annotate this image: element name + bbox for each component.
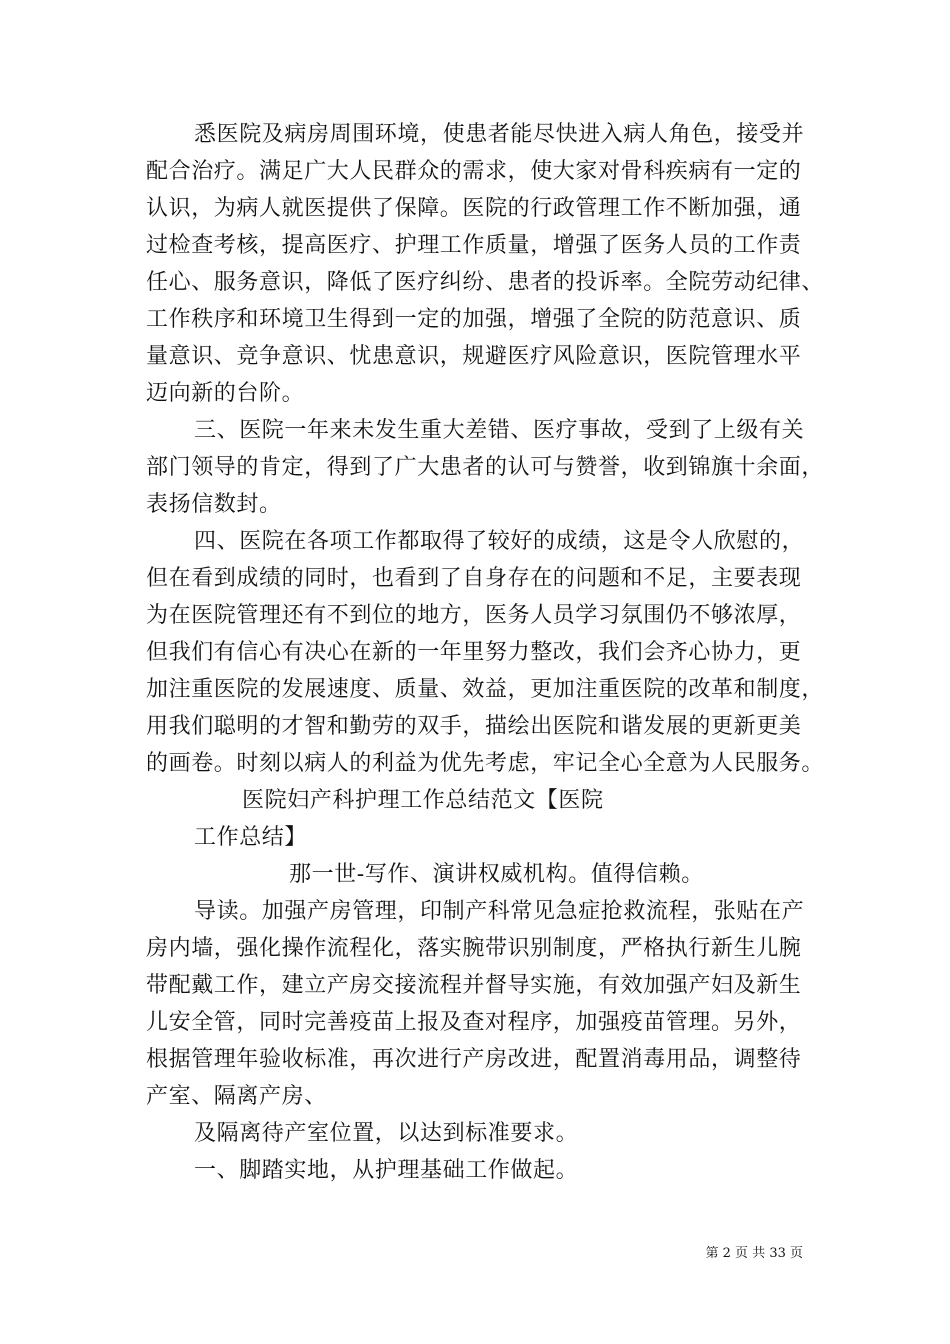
text-line: 任心、服务意识，降低了医疗纠纷、患者的投诉率。全院劳动纪律、 <box>146 270 825 295</box>
section-heading-continued: 工作总结】 <box>194 825 308 850</box>
text-line: 加注重医院的发展速度、质量、效益，更加注重医院的改革和制度， <box>146 677 825 702</box>
text-line: 三、医院一年来未发生重大差错、医疗事故，受到了上级有关 <box>194 418 805 443</box>
text-line: 的画卷。时刻以病人的利益为优先考虑，牢记全心全意为人民服务。 <box>146 751 825 776</box>
text-line: 产室、隔离产房、 <box>146 1084 327 1109</box>
text-line: 及隔离待产室位置，以达到标准要求。 <box>194 1121 579 1146</box>
text-line: 工作秩序和环境卫生得到一定的加强，增强了全院的防范意识、质 <box>146 307 802 332</box>
section-heading: 医院妇产科护理工作总结范文【医院 <box>242 788 604 813</box>
text-line: 过检查考核，提高医疗、护理工作质量，增强了医务人员的工作责 <box>146 233 802 258</box>
text-line: 迈向新的台阶。 <box>146 381 305 406</box>
text-line: 导读。加强产房管理，印制产科常见急症抢救流程，张贴在产 <box>194 899 805 924</box>
text-line: 悉医院及病房周围环境，使患者能尽快进入病人角色，接受并 <box>194 122 805 147</box>
text-line: 儿安全管，同时完善疫苗上报及查对程序，加强疫苗管理。另外， <box>146 1010 802 1035</box>
text-line: 根据管理年验收标准，再次进行产房改进，配置消毒用品，调整待 <box>146 1047 802 1072</box>
text-line: 部门领导的肯定，得到了广大患者的认可与赞誉，收到锦旗十余面， <box>146 455 825 480</box>
text-line: 认识，为病人就医提供了保障。医院的行政管理工作不断加强，通 <box>146 196 802 221</box>
text-line: 但我们有信心有决心在新的一年里努力整改，我们会齐心协力，更 <box>146 640 802 665</box>
text-line: 一、脚踏实地，从护理基础工作做起。 <box>194 1158 579 1183</box>
text-line: 但在看到成绩的同时，也看到了自身存在的问题和不足，主要表现 <box>146 566 802 591</box>
source-note: 那一世-写作、演讲权威机构。值得信赖。 <box>289 862 704 887</box>
page-number: 第 2 页 共 33 页 <box>705 1246 803 1261</box>
text-line: 表扬信数封。 <box>146 492 282 517</box>
text-line: 四、医院在各项工作都取得了较好的成绩，这是令人欣慰的， <box>194 529 805 554</box>
text-line: 用我们聪明的才智和勤劳的双手，描绘出医院和谐发展的更新更美 <box>146 714 802 739</box>
text-line: 配合治疗。满足广大人民群众的需求，使大家对骨科疾病有一定的 <box>146 159 802 184</box>
text-line: 量意识、竞争意识、忧患意识，规避医疗风险意识，医院管理水平 <box>146 344 802 369</box>
text-line: 为在医院管理还有不到位的地方，医务人员学习氛围仍不够浓厚， <box>146 603 802 628</box>
text-line: 带配戴工作，建立产房交接流程并督导实施，有效加强产妇及新生 <box>146 973 802 998</box>
text-line: 房内墙，强化操作流程化，落实腕带识别制度，严格执行新生儿腕 <box>146 936 802 961</box>
